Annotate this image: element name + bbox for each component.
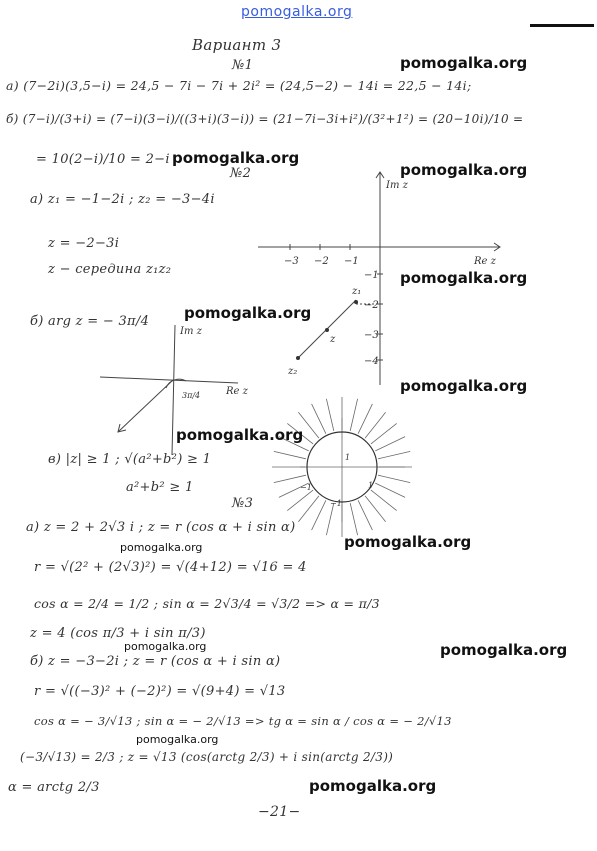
graph3-tick: −1: [330, 499, 342, 508]
graph1-xtick: −3: [284, 256, 299, 267]
graph1-ylabel: Im z: [386, 180, 408, 191]
watermark: pomogalka.org: [120, 541, 203, 554]
task2-v-line1: в) |z| ≥ 1 ; √(a²+b²) ≥ 1: [48, 452, 212, 467]
graph3-tick: 1: [345, 453, 351, 462]
task1-a: а) (7−2i)(3,5−i) = 24,5 − 7i − 7i + 2i² = (24,5−2) − 14i = 22,5 − 14i;: [6, 78, 472, 93]
graph3-ray: [274, 451, 306, 458]
graph3-ray: [350, 503, 357, 535]
graph3-tick: 1: [368, 481, 374, 490]
watermark: pomogalka.org: [400, 54, 528, 72]
task3-a-line3: cos α = 2/4 = 1/2 ; sin α = 2√3/4 = √3/2 => α = π/3: [34, 596, 380, 611]
task2-a-line1: а) z₁ = −1−2i ; z₂ = −3−4i: [30, 192, 215, 207]
task2-a-line3: z − середина z₁z₂: [48, 262, 172, 277]
watermark: pomogalka.org: [184, 304, 312, 322]
graph1-ytick: −2: [364, 300, 379, 311]
graph3-ray: [350, 399, 357, 431]
graph1-ytick: −4: [364, 356, 379, 367]
graph1-xtick: −1: [344, 256, 359, 267]
graph3-ray: [378, 451, 410, 458]
watermark: pomogalka.org: [136, 733, 219, 746]
watermark: pomogalka.org: [309, 777, 437, 795]
graph2-ylabel: Im z: [180, 326, 202, 337]
graph2-y-axis: [172, 325, 175, 455]
graph2-angle-label: 3π/4: [182, 391, 201, 400]
watermark: pomogalka.org: [124, 640, 207, 653]
graph3-ray: [358, 500, 372, 530]
graph1-ytick: −1: [364, 270, 379, 281]
graph1-label-z1: z₁: [352, 286, 362, 297]
header-watermark-link[interactable]: pomogalka.org: [241, 4, 353, 20]
task3-a-line4: z = 4 (cos π/3 + i sin π/3): [30, 626, 206, 641]
watermark: pomogalka.org: [440, 641, 568, 659]
graph1-xlabel: Re z: [474, 256, 496, 267]
graph3-ray: [378, 475, 410, 482]
task3-b-line3: cos α = − 3/√13 ; sin α = − 2/√13 => tg α = sin α / cos α = − 2/√13: [34, 714, 452, 728]
watermark: pomogalka.org: [344, 533, 472, 551]
task2-b-line: б) arg z = − 3π/4: [30, 314, 150, 329]
task3-b-line4: (−3/√13) = 2/3 ; z = √13 (cos(arctg 2/3) + i sin(arctg 2/3)): [20, 750, 394, 764]
graph1-point-z1: [354, 300, 358, 304]
watermark: pomogalka.org: [400, 377, 528, 395]
graph2-x-axis: [100, 377, 238, 383]
graph3-ray: [358, 404, 372, 434]
graph3-ray: [312, 404, 326, 434]
watermark: pomogalka.org: [400, 269, 528, 287]
page-number: −21−: [258, 804, 301, 820]
task1-b-line2: = 10(2−i)/10 = 2−i: [36, 152, 170, 167]
graph3-ray: [274, 475, 306, 482]
watermark: pomogalka.org: [400, 161, 528, 179]
graph-modulus-region: [272, 397, 412, 537]
watermark: pomogalka.org: [176, 426, 304, 444]
section-number-1: №1: [232, 58, 254, 73]
task3-b-line1: б) z = −3−2i ; z = r (cos α + i sin α): [30, 654, 281, 669]
graph1-label-z: z: [330, 334, 336, 345]
graph2-xlabel: Re z: [226, 386, 248, 397]
graph2-ray: [118, 380, 173, 432]
page-title: Вариант 3: [192, 36, 282, 54]
task3-b-line2: r = √((−3)² + (−2)²) = √(9+4) = √13: [34, 684, 286, 699]
graph3-ray: [312, 500, 326, 530]
section-number-3: №3: [232, 496, 254, 511]
graph3-ray: [375, 483, 405, 497]
task3-b-line5: α = arctg 2/3: [8, 780, 100, 795]
graph1-xtick: −2: [314, 256, 329, 267]
graph3-tick: −1: [300, 483, 312, 492]
task2-a-line2: z = −2−3i: [48, 236, 120, 251]
graph1-label-z2: z₂: [288, 366, 298, 377]
graph1-point-z2: [296, 356, 300, 360]
graph3-ray: [326, 399, 333, 431]
watermark: pomogalka.org: [172, 149, 300, 167]
task3-a-line2: r = √(2² + (2√3)²) = √(4+12) = √16 = 4: [34, 560, 307, 575]
task1-b-line1: б) (7−i)/(3+i) = (7−i)(3−i)/((3+i)(3−i)) = (21−7i−3i+i²)/(3²+1²) = (20−10i)/10 =: [6, 112, 524, 126]
task2-v-line2: a²+b² ≥ 1: [126, 480, 194, 495]
section-number-2: №2: [230, 166, 252, 181]
graph1-ytick: −3: [364, 330, 379, 341]
task3-a-line1: а) z = 2 + 2√3 i ; z = r (cos α + i sin α): [26, 520, 296, 535]
graph1-point-z: [325, 328, 329, 332]
graph3-ray: [375, 437, 405, 451]
